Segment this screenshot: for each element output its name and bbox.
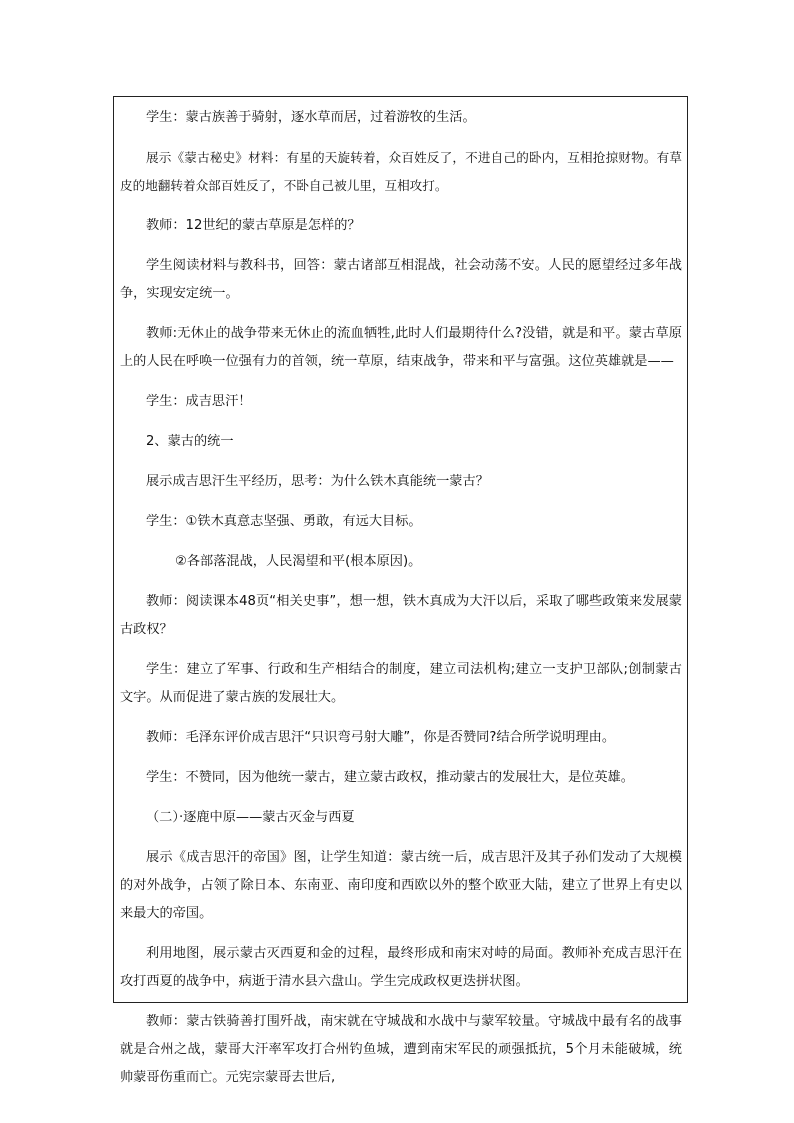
paragraph-teacher-5: 教师：蒙古铁骑善打围歼战，南宋就在守城战和水战中与蒙军较量。守城战中最有名的战事就是合州之战，蒙哥大汗率军攻打合州钓鱼城，遭到南宋军民的顽强抵抗，5个月未能破城，统帅蒙哥伤重而亡。元宪宗蒙哥去世后,	[120, 1014, 682, 1085]
section-heading-unification: 2、蒙古的统一	[146, 434, 234, 449]
lesson-content	[120, 104, 682, 1104]
paragraph-source-material: 展示《蒙古秘史》材料：有星的天旋转着，众百姓反了，不进自己的卧内，互相抢掠财物。有草皮的地翻转着众部百姓反了，不卧自己被儿里，互相攻打。	[120, 150, 682, 193]
paragraph-map-process: 利用地图，展示蒙古灭西夏和金的过程，最终形成和南宋对峙的局面。教师补充成吉思汗在攻打西夏的战争中，病逝于清水县六盘山。学生完成政权更迭拼状图。	[120, 946, 682, 989]
paragraph-teacher-2: 教师:无休止的战争带来无休止的流血牺牲,此时人们最期待什么?没错，就是和平。蒙古草原上的人民在呼唤一位强有力的首领，统一草原，结束战争，带来和平与富强。这位英雄就是——	[120, 326, 682, 369]
paragraph-student-3: 学生：成吉思汗！	[146, 394, 252, 409]
paragraph-student-4-point-2: ②各部落混战，人民渴望和平(根本原因)。	[175, 554, 422, 569]
paragraph-empire-map: 展示《成吉思汗的帝国》图，让学生知道：蒙古统一后，成吉思汗及其子孙们发动了大规模的对外战争，占领了除日本、东南亚、南印度和西欧以外的整个欧亚大陆，建立了世界上有史以来最大的帝国。	[120, 850, 682, 921]
paragraph-teacher-1: 教师：12世纪的蒙古草原是怎样的？	[146, 218, 361, 233]
section-heading-central-plains: （二）·逐鹿中原——蒙古灭金与西夏	[146, 810, 355, 825]
paragraph-teacher-4: 教师：毛泽东评价成吉思汗“只识弯弓射大雕”，你是否赞同?结合所学说明理由。	[146, 730, 616, 745]
paragraph-question: 展示成吉思汗生平经历，思考：为什么铁木真能统一蒙古？	[146, 474, 489, 489]
paragraph-student-2: 学生阅读材料与教科书，回答：蒙古诸部互相混战，社会动荡不安。人民的愿望经过多年战争，实现安定统一。	[120, 258, 682, 301]
paragraph-student-6: 学生：不赞同，因为他统一蒙古，建立蒙古政权，推动蒙古的发展壮大，是位英雄。	[146, 770, 634, 785]
paragraph-student-4: 学生：①铁木真意志坚强、勇敢，有远大目标。	[146, 514, 422, 529]
paragraph-student-5: 学生：建立了军事、行政和生产相结合的制度，建立司法机构;建立一支护卫部队;创制蒙古文字。从而促进了蒙古族的发展壮大。	[120, 662, 682, 705]
paragraph-teacher-3: 教师：阅读课本48页“相关史事”，想一想，铁木真成为大汗以后，采取了哪些政策来发展蒙古政权？	[120, 594, 682, 637]
paragraph-student-1: 学生：蒙古族善于骑射，逐水草而居，过着游牧的生活。	[146, 110, 476, 125]
